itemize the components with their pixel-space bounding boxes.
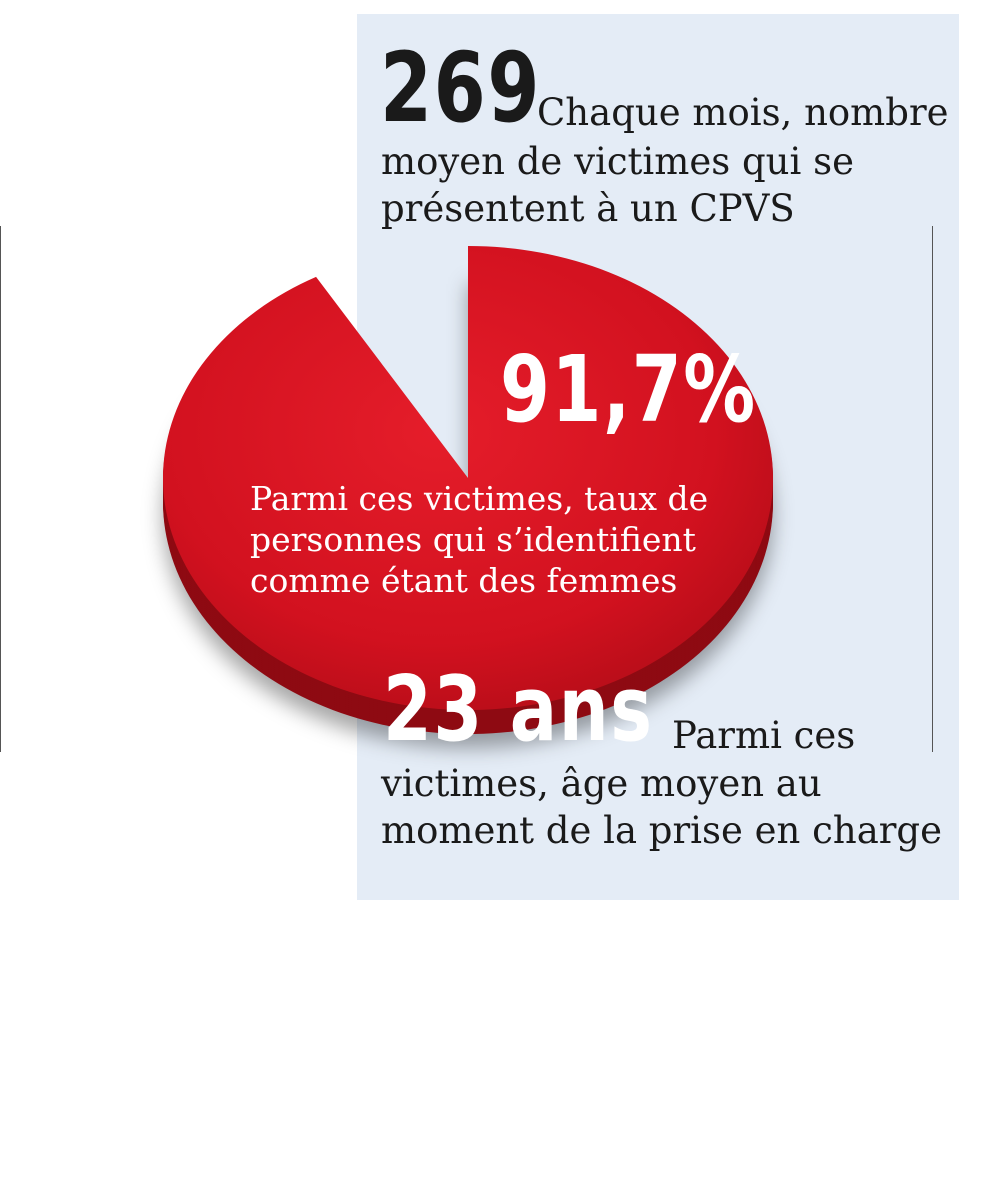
stat-monthly-value: 269 (380, 32, 541, 144)
stat-age-value-text: 23 ans (383, 657, 654, 762)
stat-women-value (500, 336, 829, 443)
stat-age-description: victimes, âge moyen au moment de la prise en charge (381, 762, 943, 852)
stat-age-lead: Parmi ces (672, 714, 856, 757)
stat-monthly-description: moyen de victimes qui se présentent à un CPVS (381, 140, 854, 230)
stat-monthly-lead: Chaque mois, nombre (537, 91, 949, 134)
stat-women-value-text: 91,7% (500, 336, 757, 443)
stat-women-description: Parmi ces victimes, taux de personnes qui s’identifient comme étant des femmes (250, 479, 709, 600)
